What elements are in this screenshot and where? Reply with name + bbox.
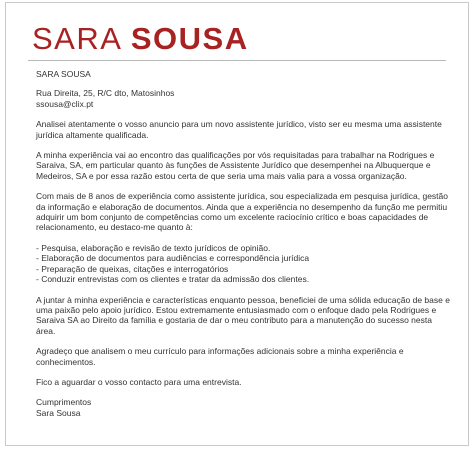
letter-header	[32, 21, 249, 57]
paragraph-education: A juntar à minha experiência e características enquanto pessoa, beneficiei de uma sólida educação de base e uma paixão pelo apoio jurídico. Estou extremamente entusiasmado com o enfoque dado pela Rodrigues e Saraiva SA ao Direito da família e gostaria de dar o meu contributo para a manutenção do sucesso nesta área.	[36, 294, 450, 336]
header-first-name: SARA	[32, 21, 121, 56]
list-item: - Pesquisa, elaboração e revisão de texto jurídicos de opinião.	[36, 242, 271, 253]
sender-name: SARA SOUSA	[36, 69, 91, 79]
paragraph-skills: Com mais de 8 anos de experiência como assistente jurídica, sou especializada em pesquisa jurídica, gestão da informação e elaboração de documentos. Ainda que a experiência no desempenho da função me permitiu adquirir um bom conjunto de competências como um excelente raciocínio crítico e boas capacidades de relacionamento, eu destaco-me quanto à:	[36, 191, 449, 233]
letter-page	[5, 2, 469, 446]
paragraph-intro: Analisei atentamente o vosso anuncio para um novo assistente jurídico, visto ser eu mesma uma assistente jurídica altamente qualificada.	[36, 119, 442, 140]
list-item: - Elaboração de documentos para audiências e correspondência jurídica	[36, 253, 310, 264]
header-last-name: SOUSA	[130, 21, 249, 56]
paragraph-cv: Agradeço que analisem o meu currículo para informações adicionais sobre a minha experiência e conhecimentos.	[36, 346, 404, 367]
paragraph-interview: Fico a aguardar o vosso contacto para uma entrevista.	[36, 376, 242, 387]
list-item: - Conduzir entrevistas com os clientes e tratar da admissão dos clientes.	[36, 274, 310, 285]
paragraph-experience: A minha experiência vai ao encontro das qualificações por vós requisitadas para trabalhar na Rodrigues e Saraiva, SA, em particular quanto às funções de Assistente Jurídico que desempenhei na Albuquerque e Medeiros, SA e por essa razão estou certa de que seria uma mais valia para a vossa organização.	[36, 150, 435, 181]
signature: Sara Sousa	[36, 407, 81, 418]
closing: Cumprimentos	[36, 397, 92, 408]
sender-email: ssousa@clix.pt	[36, 98, 94, 109]
sender-address: Rua Direita, 25, R/C dto, Matosinhos	[36, 88, 175, 99]
letter-body	[36, 69, 450, 418]
skills-list	[36, 243, 450, 285]
list-item: - Preparação de queixas, citações e interrogatórios	[36, 263, 229, 274]
header-divider	[28, 60, 446, 61]
